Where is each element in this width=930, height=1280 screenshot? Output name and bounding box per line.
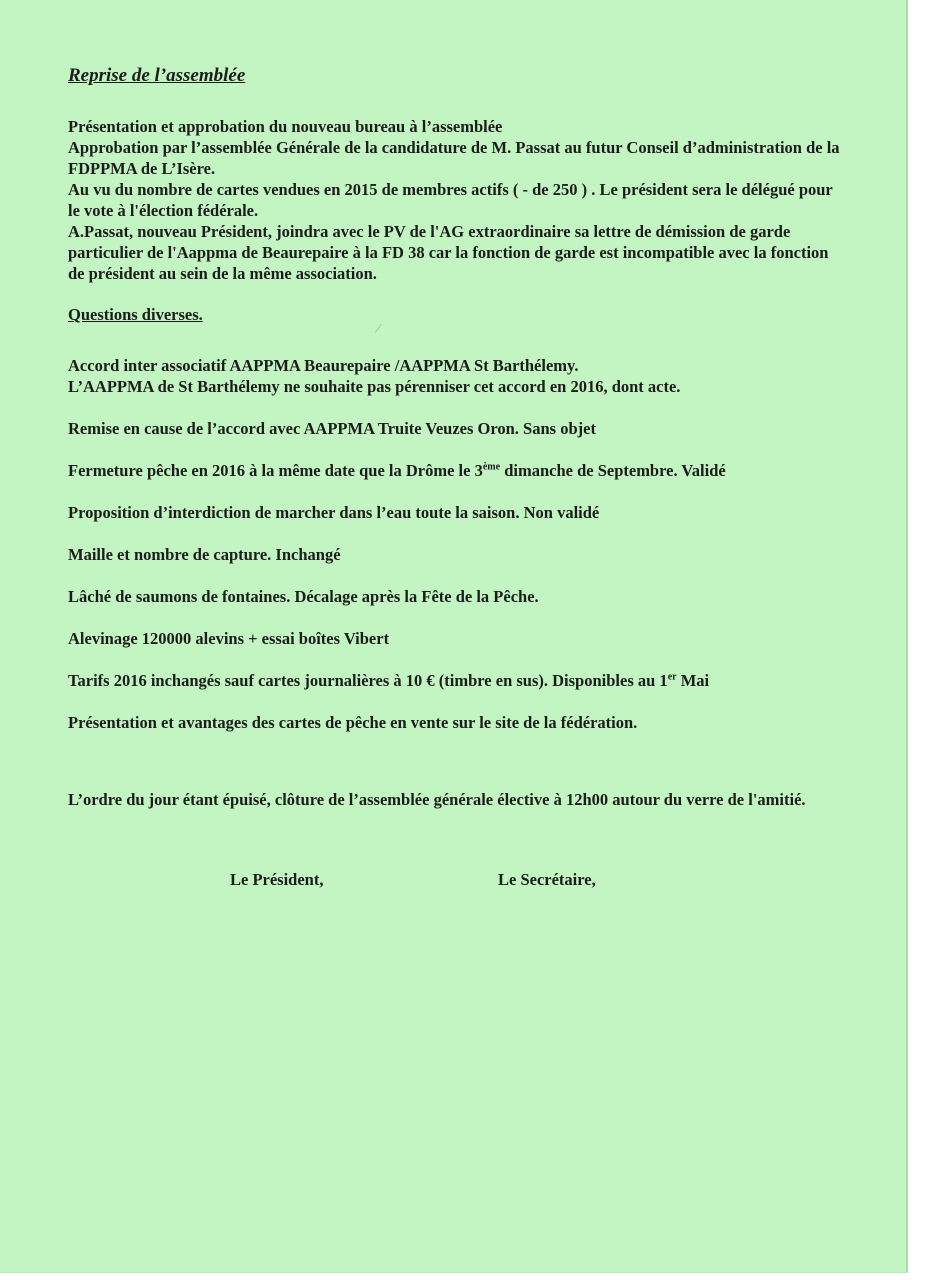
page-title: Reprise de l’assemblée	[68, 65, 246, 86]
paragraph-closing: L’ordre du jour étant épuisé, clôture de l’assemblée générale élective à 12h00 autour du verre de l'amitié.	[68, 790, 806, 809]
paragraph-accord-2: L’AAPPMA de St Barthélemy ne souhaite pas pérenniser cet accord en 2016, dont acte.	[68, 377, 681, 396]
paragraph-alevinage: Alevinage 120000 alevins + essai boîtes Vibert	[68, 629, 390, 648]
paragraph-candidature: Approbation par l’assemblée Générale de la candidature de M. Passat au futur Conseil d’administration de la FDPPMA de L’Isère.	[68, 138, 840, 178]
paragraph-lache: Lâché de saumons de fontaines. Décalage après la Fête de la Pêche.	[68, 587, 539, 606]
paragraph-remise: Remise en cause de l’accord avec AAPPMA Truite Veuzes Oron. Sans objet	[68, 419, 596, 438]
paragraph-tarifs	[68, 670, 848, 691]
section-title-questions: Questions diverses.	[68, 305, 203, 324]
tarifs-text: Tarifs 2016 inchangés sauf cartes journalières à 10 € (timbre en sus). Disponibles au 1	[68, 671, 668, 690]
paragraph-demission: A.Passat, nouveau Président, joindra avec le PV de l'AG extraordinaire sa lettre de démission de garde particulier de l'Aappma de Beaurepaire à la FD 38 car la fonction de garde est incompatible avec la fonction de président au sein de la même association.	[68, 222, 829, 283]
paragraph-bureau: Présentation et approbation du nouveau bureau à l’assemblée	[68, 117, 503, 136]
paragraph-fermeture	[68, 460, 848, 481]
paragraph-proposition: Proposition d’interdiction de marcher dans l’eau toute la saison. Non validé	[68, 503, 600, 522]
signature-president: Le Président,	[230, 870, 324, 889]
fermeture-text: Fermeture pêche en 2016 à la même date que la Drôme le 3	[68, 461, 483, 480]
fermeture-text-end: dimanche de Septembre. Validé	[500, 461, 726, 480]
signature-secretaire: Le Secrétaire,	[498, 870, 596, 889]
paragraph-presentation-cartes: Présentation et avantages des cartes de pêche en vente sur le site de la fédération.	[68, 713, 638, 732]
paragraph-accord-1: Accord inter associatif AAPPMA Beaurepaire /AAPPMA St Barthélemy.	[68, 356, 579, 375]
paragraph-cartes-vendues: Au vu du nombre de cartes vendues en 2015 de membres actifs ( - de 250 ) . Le président sera le délégué pour le vote à l'élection fédérale.	[68, 180, 833, 220]
document-body	[68, 64, 848, 810]
pen-mark: ⁄	[377, 322, 380, 337]
tarifs-ordinal: er	[667, 671, 677, 683]
tarifs-text-end: Mai	[676, 671, 710, 690]
paragraph-maille: Maille et nombre de capture. Inchangé	[68, 545, 341, 564]
fermeture-ordinal: ème	[482, 461, 501, 473]
